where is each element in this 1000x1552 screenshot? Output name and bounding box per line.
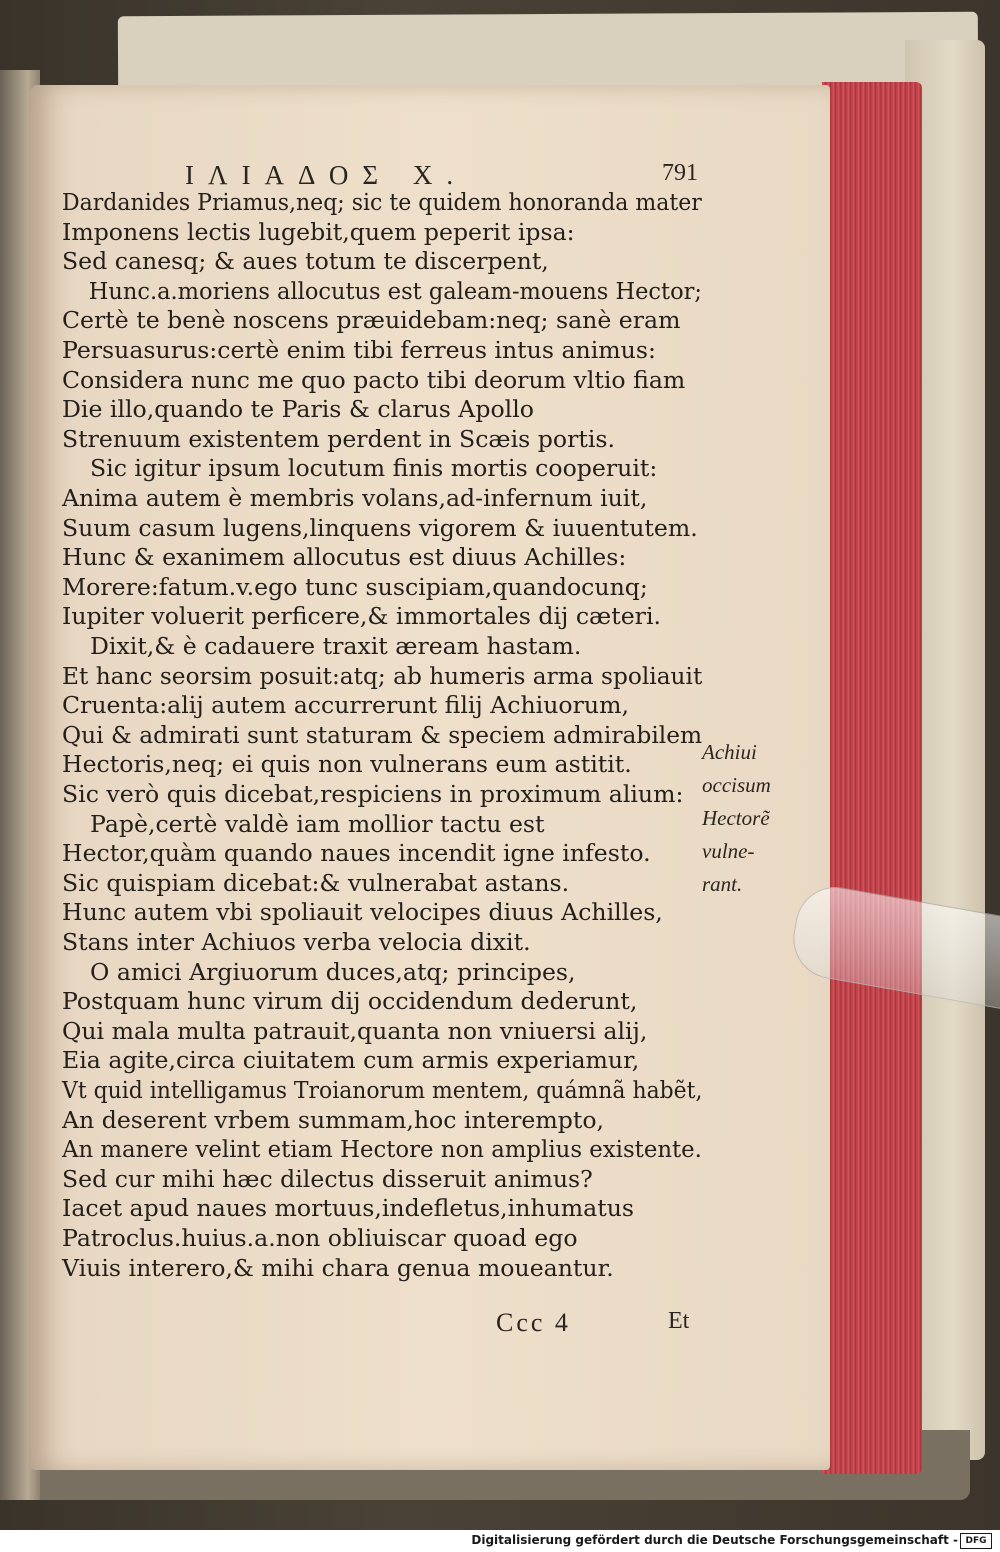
verse-line: Viuis interero,& mihi chara genua moueantur. xyxy=(62,1253,614,1282)
verse-line: Hectoris,neq; ei quis non vulnerans eum astitit. xyxy=(62,750,632,779)
running-head: ΙΛΙΑΔΟΣ X. xyxy=(185,160,468,190)
verse-line: Die illo,quando te Paris & clarus Apollo xyxy=(62,395,534,424)
red-page-edges xyxy=(822,82,922,1474)
verse-line: Hector,quàm quando naues incendit igne infesto. xyxy=(62,839,651,868)
verse-line: Eia agite,circa ciuitatem cum armis experiamur, xyxy=(62,1046,640,1075)
dfg-logo: DFG xyxy=(960,1533,992,1549)
catchword: Et xyxy=(668,1308,690,1334)
verse-line: Imponens lectis lugebit,quem peperit ipsa: xyxy=(62,217,575,246)
verse-line: An manere velint etiam Hectore non amplius existente. xyxy=(62,1135,702,1164)
verse-line: An deserent vrbem summam,hoc interempto, xyxy=(62,1105,605,1134)
verse-line: Certè te benè noscens præuidebam:neq; sanè eram xyxy=(62,306,681,335)
verse-line: O amici Argiuorum duces,atq; principes, xyxy=(90,957,576,986)
funding-credit: Digitalisierung gefördert durch die Deutsche Forschungsgemeinschaft - xyxy=(471,1533,958,1547)
verse-line: Postquam hunc virum dij occidendum dederunt, xyxy=(62,987,638,1016)
marginal-note-line: Achiui xyxy=(702,740,757,764)
marginal-note-line: rant. xyxy=(702,872,743,896)
verse-line: Hunc autem vbi spoliauit velocipes diuus Achilles, xyxy=(62,898,663,927)
verse-line: Dixit,& è cadauere traxit æream hastam. xyxy=(90,632,582,660)
verse-line: Sic verò quis dicebat,respiciens in proximum alium: xyxy=(62,780,684,808)
verse-line: Sic igitur ipsum locutum finis mortis cooperuit: xyxy=(90,454,658,483)
verse-line: Hunc.a.moriens allocutus est galeam-mouens Hector; xyxy=(88,276,702,305)
verse-line: Dardanides Priamus,neq; sic te quidem honoranda mater xyxy=(62,188,702,216)
marginal-note-line: Hectorẽ xyxy=(702,806,770,830)
marginal-note-line: occisum xyxy=(702,773,771,797)
verse-line: Stans inter Achiuos verba velocia dixit. xyxy=(62,928,531,956)
verse-line: Sic quispiam dicebat:& vulnerabat astans. xyxy=(62,868,570,897)
verse-line: Considera nunc me quo pacto tibi deorum vltio fiam xyxy=(62,365,686,394)
verse-line: Papè,certè valdè iam mollior tactu est xyxy=(90,809,545,838)
verse-line: Sed canesq; & aues totum te discerpent, xyxy=(62,247,549,276)
signature-mark: Ccc 4 xyxy=(496,1308,571,1337)
verse-line: Morere:fatum.v.ego tunc suscipiam,quandocunq; xyxy=(62,572,648,601)
verse-line: Suum casum lugens,linquens vigorem & iuuentutem. xyxy=(62,513,698,542)
marginal-note xyxy=(702,736,802,901)
verse-line: Anima autem è membris volans,ad-infernum iuit, xyxy=(62,484,648,512)
marginal-note-line: vulne- xyxy=(702,839,755,863)
verse-line: Persuasurus:certè enim tibi ferreus intus animus: xyxy=(62,336,656,364)
verse-line: Qui & admirati sunt staturam & speciem admirabilem xyxy=(62,720,703,749)
page-number: 791 xyxy=(662,160,698,186)
verse-line: Hunc & exanimem allocutus est diuus Achilles: xyxy=(62,543,627,572)
verse-line: Iupiter voluerit perficere,& immortales dij cæteri. xyxy=(62,602,661,631)
verse-line: Strenuum existentem perdent in Scæis portis. xyxy=(62,424,615,453)
verse-line: Et hanc seorsim posuit:atq; ab humeris arma spoliauit xyxy=(62,661,703,690)
verse-line: Vt quid intelligamus Troianorum mentem, quámnã habẽt, xyxy=(62,1076,703,1104)
verse-line: Sed cur mihi hæc dilectus disseruit animus? xyxy=(62,1164,593,1193)
verse-line: Iacet apud naues mortuus,indefletus,inhumatus xyxy=(62,1194,635,1223)
verse-line: Cruenta:alij autem accurrerunt filij Achiuorum, xyxy=(62,691,629,720)
verse-line: Qui mala multa patrauit,quanta non vniuersi alij, xyxy=(62,1016,648,1045)
verse-line: Patroclus.huius.a.non obliuiscar quoad ego xyxy=(62,1224,578,1252)
